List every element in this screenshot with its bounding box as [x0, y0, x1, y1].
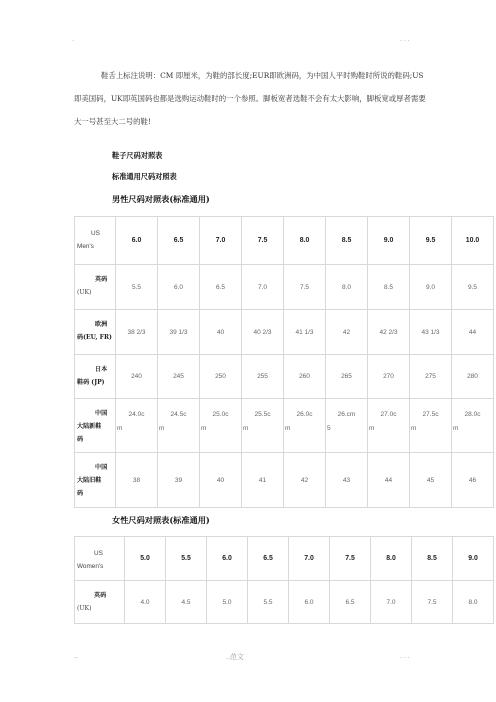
table-cell: 265	[326, 355, 368, 399]
table-cell: 9.0	[410, 265, 452, 310]
table-cell: 45	[410, 453, 452, 508]
mens-col-header: 9.5	[410, 217, 452, 265]
mens-col-header: 6.0	[116, 217, 158, 265]
table-cell: 5.5	[116, 265, 158, 310]
table-cell: 42	[284, 453, 326, 508]
womens-col-header: 5.5	[166, 537, 207, 581]
table-cell: 275	[410, 355, 452, 399]
mens-header-label: US Men's	[75, 217, 116, 265]
table-cell: 6.5	[200, 265, 242, 310]
mens-row-uk	[75, 265, 494, 310]
mens-row-jp	[75, 355, 494, 399]
mens-col-header: 10.0	[452, 217, 494, 265]
row-label-uk: 英码 (UK)	[75, 265, 116, 310]
womens-header-row	[75, 537, 494, 581]
row-label-cn-new: 中国 大陆新鞋 码	[75, 399, 116, 453]
table-cell: 42	[326, 310, 368, 355]
table-cell: 44	[452, 310, 494, 355]
mens-col-header: 6.5	[158, 217, 200, 265]
row-label-jp: 日本 鞋码 (JP)	[75, 355, 116, 399]
womens-col-header: 8.0	[371, 537, 412, 581]
mens-row-eu	[75, 310, 494, 355]
heading-shoe-size-chart: 鞋子尺码对照表	[112, 151, 163, 160]
womens-col-header: 6.0	[207, 537, 248, 581]
womens-col-header: 7.5	[330, 537, 371, 581]
table-cell: 38 2/3	[116, 310, 158, 355]
header-mark-left: .	[72, 36, 74, 43]
table-cell: 255	[242, 355, 284, 399]
table-cell: 5.0	[207, 581, 248, 624]
womens-size-table	[74, 536, 494, 624]
mens-row-cn-new	[75, 399, 494, 453]
table-cell: 8.0	[453, 581, 494, 624]
table-cell: 26.cm 5	[326, 399, 368, 453]
table-cell: 40	[200, 453, 242, 508]
table-cell: 25.0c m	[200, 399, 242, 453]
table-cell: 245	[158, 355, 200, 399]
womens-col-header: 7.0	[289, 537, 330, 581]
womens-col-header: 8.5	[412, 537, 453, 581]
womens-header-label: US Women's	[75, 537, 125, 581]
mens-col-header: 7.5	[242, 217, 284, 265]
table-cell: 39	[158, 453, 200, 508]
table-cell: 7.0	[242, 265, 284, 310]
womens-col-header: 5.0	[125, 537, 166, 581]
row-label-cn-old: 中国 大陆旧鞋 码	[75, 453, 116, 508]
mens-col-header: 9.0	[368, 217, 410, 265]
table-cell: 25.5c m	[242, 399, 284, 453]
mens-row-cn-old	[75, 453, 494, 508]
table-cell: 240	[116, 355, 158, 399]
womens-row-uk	[75, 581, 494, 624]
heading-womens-chart: 女性尺码对照表(标准通用)	[112, 515, 210, 525]
table-cell: 46	[452, 453, 494, 508]
row-label-uk: 英码 (UK)	[75, 581, 125, 624]
table-cell: 6.0	[158, 265, 200, 310]
table-cell: 7.5	[284, 265, 326, 310]
table-cell: 43 1/3	[410, 310, 452, 355]
row-label-eu: 欧洲 码(EU, FR)	[75, 310, 116, 355]
table-cell: 27.5c m	[410, 399, 452, 453]
table-cell: 8.0	[326, 265, 368, 310]
table-cell: 24.0c m	[116, 399, 158, 453]
table-cell: 280	[452, 355, 494, 399]
table-cell: 26.0c m	[284, 399, 326, 453]
mens-col-header: 8.5	[326, 217, 368, 265]
table-cell: 40	[200, 310, 242, 355]
womens-col-header: 9.0	[453, 537, 494, 581]
table-cell: 28.0c m	[452, 399, 494, 453]
footer-mark-center: ..范文	[226, 654, 244, 661]
mens-header-row	[75, 217, 494, 265]
table-cell: 7.0	[371, 581, 412, 624]
heading-standard-chart: 标准通用尺码对照表	[112, 172, 177, 181]
mens-size-table	[74, 216, 494, 508]
table-cell: 24.5c m	[158, 399, 200, 453]
table-cell: 6.0	[289, 581, 330, 624]
table-cell: 9.5	[452, 265, 494, 310]
footer-mark-right: . . .	[400, 653, 410, 660]
table-cell: 27.0c m	[368, 399, 410, 453]
table-cell: 8.5	[368, 265, 410, 310]
table-cell: 38	[116, 453, 158, 508]
table-cell: 5.5	[248, 581, 289, 624]
table-cell: 7.5	[412, 581, 453, 624]
table-cell: 250	[200, 355, 242, 399]
table-cell: 39 1/3	[158, 310, 200, 355]
table-cell: 42 2/3	[368, 310, 410, 355]
header-mark-right: . . .	[400, 36, 410, 43]
mens-col-header: 7.0	[200, 217, 242, 265]
table-cell: 43	[326, 453, 368, 508]
table-cell: 40 2/3	[242, 310, 284, 355]
table-cell: 41 1/3	[284, 310, 326, 355]
table-cell: 4.5	[166, 581, 207, 624]
womens-col-header: 6.5	[248, 537, 289, 581]
mens-col-header: 8.0	[284, 217, 326, 265]
table-cell: 44	[368, 453, 410, 508]
intro-paragraph: 鞋舌上标注说明：CM 即厘米，为鞋的部长度;EUR即欧洲码，为中国人平时购鞋时所说的鞋码;US即美国码，UK即英国码也都是选购运动鞋时的一个参照。脚板宽者选鞋不会有太大影响，脚板宽或厚者需要大一号甚至大二号的鞋!	[74, 71, 426, 126]
heading-mens-chart: 男性尺码对照表(标准通用)	[112, 194, 210, 204]
table-cell: 41	[242, 453, 284, 508]
table-cell: 260	[284, 355, 326, 399]
table-cell: 6.5	[330, 581, 371, 624]
table-cell: 4.0	[125, 581, 166, 624]
table-cell: 270	[368, 355, 410, 399]
footer-mark-left: ..	[74, 653, 78, 660]
